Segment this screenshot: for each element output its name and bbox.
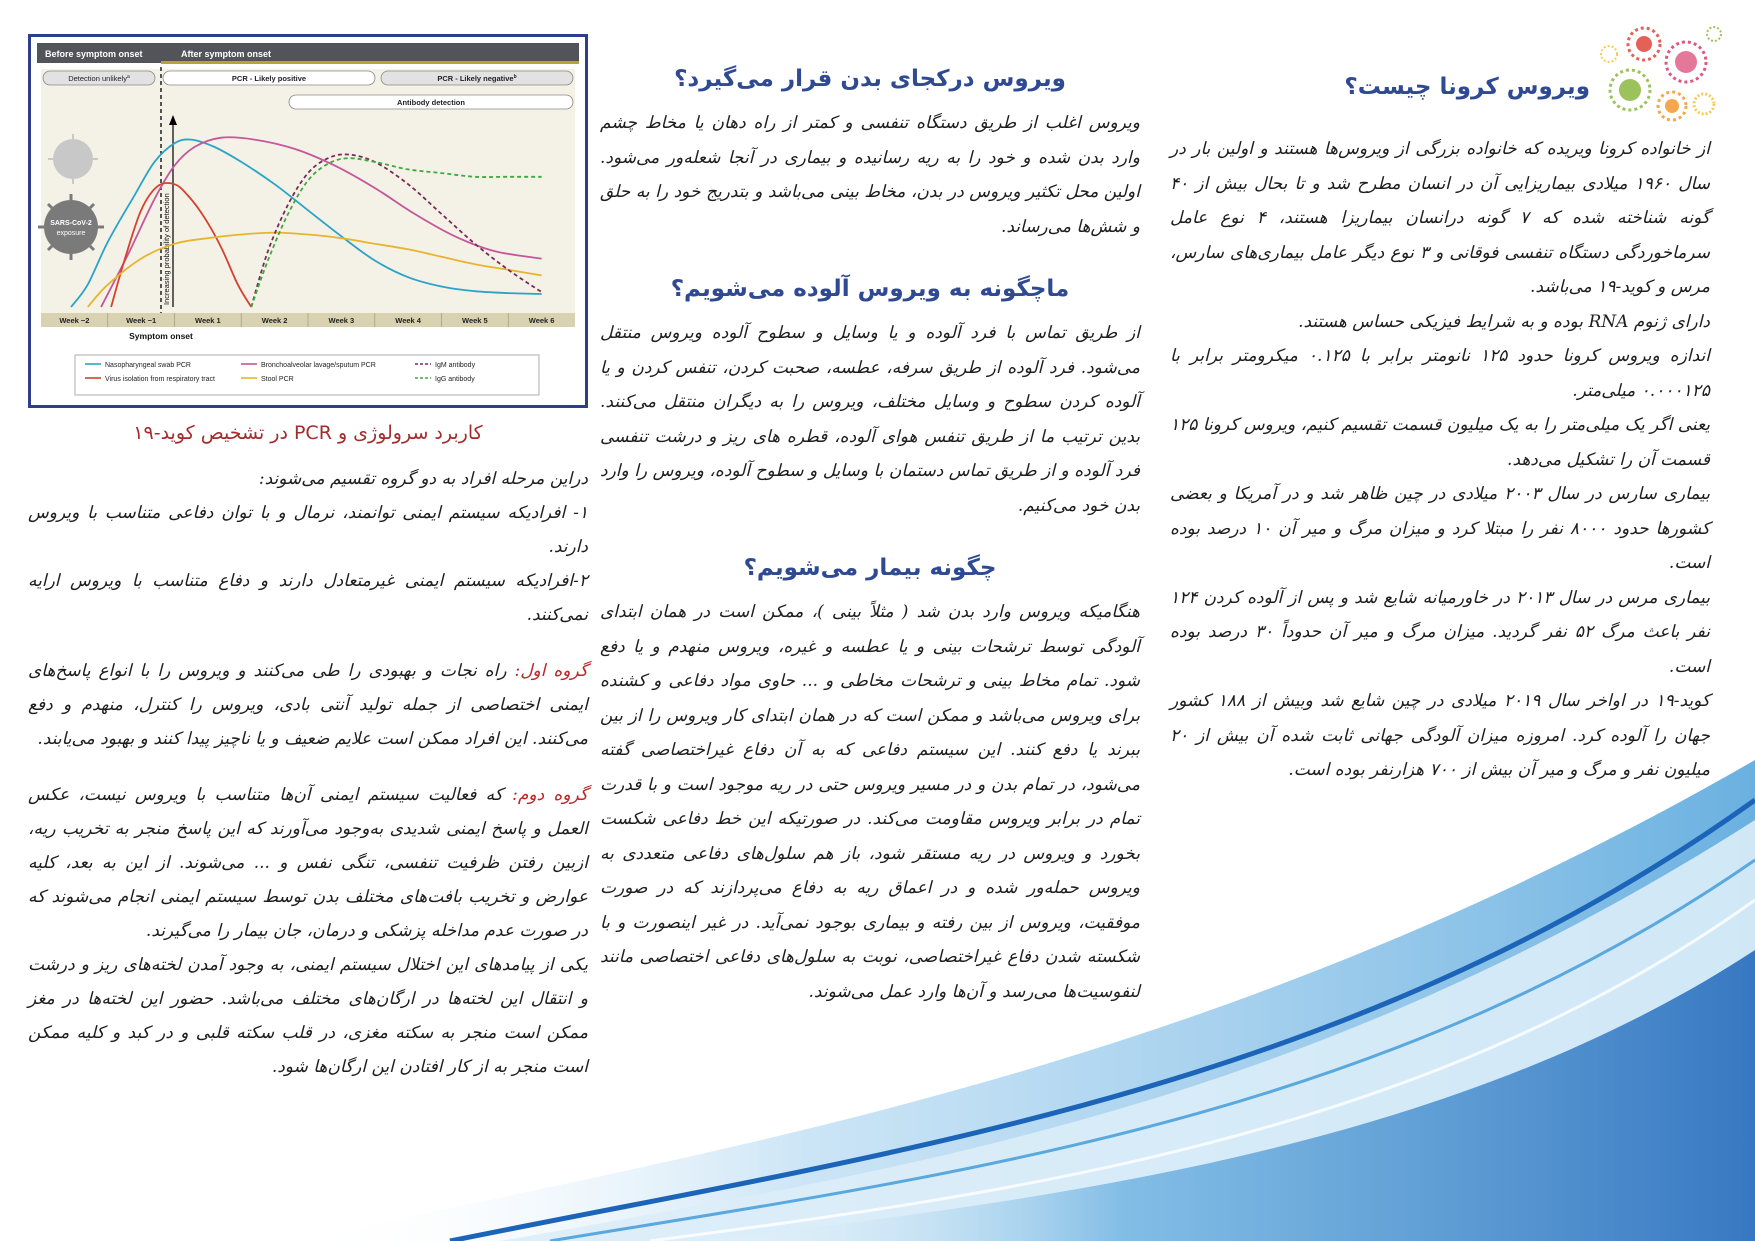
chart-header-underline bbox=[161, 61, 579, 64]
x-tick-label: Week −1 bbox=[126, 316, 157, 325]
paragraph-group-two bbox=[28, 778, 588, 948]
middle-column bbox=[600, 60, 1140, 1009]
legend-box bbox=[75, 355, 539, 395]
heading-how-sick: چگونه بیمار می‌شویم؟ bbox=[743, 555, 997, 581]
x-tick-label: Week 4 bbox=[395, 316, 421, 325]
paragraph-group-one bbox=[28, 654, 588, 756]
band-detection-unlikely-sup: a bbox=[127, 74, 130, 80]
paragraph-closing: یکی از پیامدهای این اختلال سیستم ایمنی، به وجود آمدن لخته‌های ریز و درشت و انتقال این لخته‌ها در ارگان‌های مختلف می‌باشد. حضور این لخته‌ها در مغز ممکن است منجر به سکته مغزی، در قلب سکته قلبی و در کبد و کلیه ممکن است منجر به از کار افتادن این ارگان‌ها شود. bbox=[28, 955, 588, 1077]
legend-label: Virus isolation from respiratory tract bbox=[105, 376, 215, 383]
paragraph-intro-groups: دراین مرحله افراد به دو گروه تقسیم می‌شوند: bbox=[258, 469, 588, 489]
chart-caption: کاربرد سرولوژی و PCR در تشخیص کوید-۱۹ bbox=[133, 422, 483, 444]
x-axis-label: Symptom onset bbox=[129, 331, 193, 341]
x-tick-label: Week −2 bbox=[59, 316, 90, 325]
paragraph-family: از خانواده کرونا ویریده که خانواده بزرگی از ویروس‌ها هستند و اولین بار در سال ۱۹۶۰ میلادی بیماریزایی آن در انسان مطرح شد و تا بحال بیش از ۴۰ گونه شناخته شده که ۷ گونه درانسان بیماریزا هستند، ۴ نوع عامل سرماخوردگی دستگاه تنفسی فوقانی و ۳ نوع دیگر عامل بیماری‌های سارس، مرس و کوید-۱۹ می‌باشد. bbox=[1170, 139, 1710, 297]
x-tick-label: Week 5 bbox=[462, 316, 488, 325]
paragraph-genome: دارای ژنوم RNA بوده و به شرایط فیزیکی حساس هستند. bbox=[1298, 311, 1710, 332]
heading-how-infected: ماچگونه به ویروس آلوده می‌شویم؟ bbox=[670, 276, 1070, 302]
heading-what-is-corona: ویروس کرونا چیست؟ bbox=[1344, 74, 1590, 100]
legend-label: IgG antibody bbox=[435, 376, 475, 383]
right-column bbox=[1170, 60, 1710, 788]
paragraph-covid19: کوید-۱۹ در اواخر سال ۲۰۱۹ میلادی در چین شایع شد وبیش از ۱۸۸ کشور جهان را آلوده کرد. امروزه میزان آلودگی جهانی ثابت شده آن بیش از ۲۰ میلیون نفر و مرگ و میر آن بیش از ۷۰۰ هزارنفر بوده است. bbox=[1170, 691, 1710, 780]
y-axis-label: Increasing probability of detection bbox=[162, 193, 171, 305]
group-one-label: گروه اول: bbox=[514, 661, 588, 681]
paragraph-sars: بیماری سارس در سال ۲۰۰۳ میلادی در چین ظاهر شد و در آمریکا و بعضی کشورها حدود ۸۰۰۰ نفر را مبتلا کرد و میزان مرگ و میر آن ۱۰ درصد بوده است. bbox=[1170, 484, 1710, 573]
x-tick-label: Week 2 bbox=[261, 316, 288, 325]
x-tick-label: Week 3 bbox=[328, 316, 355, 325]
virus-label: SARS-CoV-2 bbox=[50, 220, 92, 227]
detection-chart bbox=[28, 34, 588, 408]
paragraph-mers: بیماری مرس در سال ۲۰۱۳ در خاورمیانه شایع شد و پس از آلوده کردن ۱۲۴ نفر باعث مرگ ۵۲ نفر گردید. میزان مرگ و میر آن حدوداً ۳۰ درصد بوده است. bbox=[1170, 587, 1710, 677]
band-detection-unlikely-label: Detection unlikely$^a$ bbox=[68, 74, 130, 83]
list-item-group-2: ۲-افرادیکه سیستم ایمنی غیرمتعادل دارند و دفاع متناسب با ویروس ارایه نمی‌کنند. bbox=[28, 571, 588, 625]
paragraph-virus-location: ویروس اغلب از طریق دستگاه تنفسی و کمتر از راه دهان یا مخاط چشم وارد بدن شده و خود را به ریه رسانیده و بیماری در آنجا شعله‌ور می‌شود. اولین محل تکثیر ویروس در بدن، مخاط بینی می‌باشد و بتدریج خود را به حلق و شش‌ها می‌رساند. bbox=[600, 113, 1140, 237]
paragraph-size: اندازه ویروس کرونا حدود ۱۲۵ نانومتر برابر با ۰.۱۲۵ میکرومتر برابر با ۰.۰۰۰۱۲۵ میلی‌متر. bbox=[1170, 346, 1711, 401]
header-after-onset: After symptom onset bbox=[181, 49, 272, 59]
paragraph-how-infected: از طریق تماس با فرد آلوده و یا وسایل و سطوح آلوده ویروس منتقل می‌شود. فرد آلوده از طریق سرفه، عطسه، صحبت کردن، تنفس کردن و یا آلوده کردن سطوح و وسایل مختلف، ویروس را به دیگران منتقل می‌کنند. بدین ترتیب ما از طریق تنفس هوای آلوده، قطره های ریز و درشت تنفسی فرد آلوده و از طریق تماس دستمان با وسایل و سطوح آلوده، ویروس را وارد بدن خود می‌کنیم. bbox=[600, 323, 1140, 516]
legend-label: Stool PCR bbox=[261, 376, 294, 383]
legend-label: IgM antibody bbox=[435, 362, 476, 369]
list-item-group-1: ۱- افرادیکه سیستم ایمنی توانمند، نرمال و با توان دفاعی متناسب با ویروس دارند. bbox=[28, 503, 588, 557]
band-antibody-label: Antibody detection bbox=[397, 98, 465, 107]
band-pcr-positive-label: PCR - Likely positive bbox=[231, 74, 307, 83]
x-tick-label: Week 1 bbox=[195, 316, 221, 325]
legend-label: Nasopharyngeal swab PCR bbox=[105, 362, 191, 369]
header-before-onset: Before symptom onset bbox=[45, 49, 143, 59]
paragraph-how-sick: هنگامیکه ویروس وارد بدن شد ( مثلاً بینی )، ممکن است در همان ابتدای آلودگی توسط ترشحات بینی و یا عطسه و غیره، ویروس منهدم و یا دفع شود. تمام مخاط بینی و ترشحات مخاطی و ... حاوی مواد دفاعی و کشنده برای ویروس می‌باشد و ممکن است که در همان ابتدای کار ویروس را از بین ببرند یا دفع کنند. این سیستم دفاعی که به آن دفاع غیراختصاصی گفته می‌شود، در تمام بدن و در مسیر ویروس حتی در ریه موجود است و با قدرت تمام در برابر ویروس مقاومت می‌کند. در صورتیکه این خط دفاعی شکست بخورد و ویروس در ریه مستقر شود، باز هم سلول‌های دفاعی متعددی به ویروس حمله‌ور شده و در اعماق ریه به دفاع می‌پردازند که در صورت موفقیت، ویروس از بین رفته و بیماری بوجود نمی‌آید. در غیر اینصورت و با شکسته شدن دفاع غیراختصاصی، نوبت به سلول‌های دفاعی اختصاصی مانند لنفوسیت‌ها می‌رسد و آن‌ها وارد عمل می‌شوند. bbox=[600, 602, 1140, 1002]
left-column bbox=[28, 34, 588, 1084]
exposure-label: exposure bbox=[56, 230, 86, 237]
band-pcr-negative-sup: b bbox=[513, 74, 517, 80]
x-tick-label: Week 6 bbox=[528, 316, 555, 325]
legend-label: Bronchoalveolar lavage/sputum PCR bbox=[261, 362, 376, 369]
group-two-label: گروه دوم: bbox=[512, 785, 589, 805]
band-pcr-negative-label: PCR - Likely negative$^b$ bbox=[437, 74, 517, 83]
paragraph-size-comparison: یعنی اگر یک میلی‌متر را به یک میلیون قسمت تقسیم کنیم، ویروس کرونا ۱۲۵ قسمت آن را تشکیل می‌دهد. bbox=[1170, 415, 1710, 470]
heading-virus-location: ویروس درکجای بدن قرار می‌گیرد؟ bbox=[674, 66, 1066, 92]
group-one-text: راه نجات و بهبودی را طی می‌کنند و ویروس را با انواع پاسخ‌های ایمنی اختصاصی از جمله تولید آنتی بادی، ویروس را کنترل، منهدم و دفع می‌کنند. این افراد ممکن است علایم ضعیف و یا ناچیز پیدا کنند و بهبود می‌یابند. bbox=[28, 661, 588, 749]
group-two-text: که فعالیت سیستم ایمنی آن‌ها متناسب با ویروس نیست، عکس العمل و پاسخ ایمنی شدیدی به‌وجود می‌آورند که این پاسخ منجر به تخریب ریه، ازبین رفتن ظرفیت تنفسی، تنگی نفس و ... می‌شوند. از این به بعد، کلیه عوارض و تخریب بافت‌های مختلف بدن توسط سیستم ایمنی انجام می‌شوند که در صورت عدم مداخله پزشکی و درمان، جان بیمار را می‌گیرند. bbox=[28, 785, 588, 941]
